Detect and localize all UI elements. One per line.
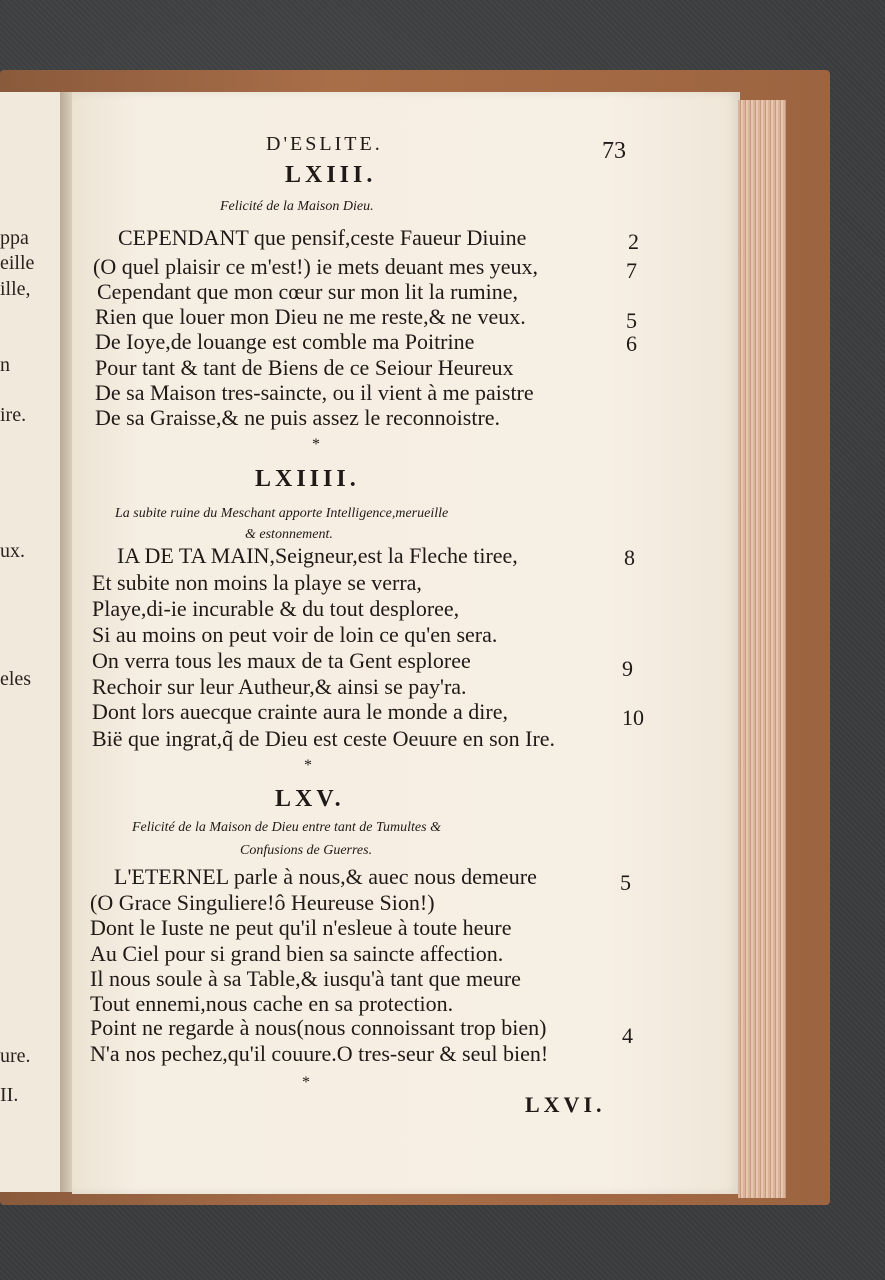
verse-line: IA DE TA MAIN,Seigneur,est la Fleche tiree, <box>117 543 518 568</box>
verse-line: Dont lors auecque crainte aura le monde a dire, <box>92 699 508 724</box>
page-edges <box>738 100 786 1198</box>
verse-line: Tout ennemi,nous cache en sa protection. <box>90 991 454 1016</box>
section-subtitle: Felicité de la Maison de Dieu entre tant de Tumultes & <box>132 820 441 835</box>
left-fragment: ille, <box>0 278 31 300</box>
section-subtitle: Confusions de Guerres. <box>240 843 373 858</box>
separator-asterisk: * <box>312 436 320 453</box>
separator-asterisk: * <box>302 1074 310 1091</box>
section-subtitle: La subite ruine du Meschant apporte Intelligence,merueille <box>115 506 449 521</box>
verse-number: 9 <box>622 656 633 681</box>
section-title: LXIII. <box>285 162 377 188</box>
verse-number: 5 <box>626 308 637 333</box>
left-fragment: ire. <box>0 404 27 426</box>
verse-number: 5 <box>620 870 631 895</box>
verse-line: Bië que ingrat,q̃ de Dieu est ceste Oeuure en son Ire. <box>92 726 556 751</box>
left-fragment: II. <box>0 1084 19 1106</box>
verse-line: De Ioye,de louange est comble ma Poitrine <box>95 329 475 354</box>
verse-line: Playe,di-ie incurable & du tout desploree, <box>92 596 460 621</box>
verse-line: De sa Maison tres-saincte, ou il vient à me paistre <box>95 380 534 405</box>
left-fragment: eles <box>0 668 32 690</box>
verse-line: De sa Graisse,& ne puis assez le reconnoistre. <box>95 405 501 430</box>
left-fragment: n <box>0 354 10 376</box>
left-page <box>0 92 64 1192</box>
verse-line: Point ne regarde à nous(nous connoissant trop bien) <box>90 1015 547 1040</box>
verse-line: Rechoir sur leur Autheur,& ainsi se pay'ra. <box>92 674 467 699</box>
verse-line: (O quel plaisir ce m'est!) ie mets deuant mes yeux, <box>93 254 539 279</box>
verse-line: Si au moins on peut voir de loin ce qu'en sera. <box>92 622 498 647</box>
running-title: D'ESLITE. <box>266 133 383 155</box>
verse-number: 10 <box>622 705 644 730</box>
verse-number: 2 <box>628 229 639 254</box>
section-subtitle: Felicité de la Maison Dieu. <box>220 199 374 214</box>
left-fragment: ppa <box>0 227 29 249</box>
verse-number: 4 <box>622 1023 633 1048</box>
verse-line: Dont le Iuste ne peut qu'il n'esleue à toute heure <box>90 915 512 940</box>
left-fragment: ux. <box>0 540 25 562</box>
left-fragment: ure. <box>0 1045 31 1067</box>
verse-line: Rien que louer mon Dieu ne me reste,& ne veux. <box>95 304 526 329</box>
verse-line: CEPENDANT que pensif,ceste Faueur Diuine <box>118 225 527 250</box>
verse-line: Cependant que mon cœur sur mon lit la rumine, <box>97 279 518 304</box>
verse-line: On verra tous les maux de ta Gent esploree <box>92 648 471 673</box>
verse-line: Et subite non moins la playe se verra, <box>92 570 422 595</box>
section-subtitle: & estonnement. <box>245 527 333 542</box>
section-title: LXIIII. <box>255 466 360 492</box>
section-title: LXV. <box>275 786 345 812</box>
separator-asterisk: * <box>304 757 312 774</box>
left-fragment: eille <box>0 252 35 274</box>
page-number: 73 <box>602 138 626 164</box>
verse-number: 6 <box>626 331 637 356</box>
verse-line: Il nous soule à sa Table,& iusqu'à tant que meure <box>90 966 521 991</box>
verse-number: 8 <box>624 545 635 570</box>
verse-line: Pour tant & tant de Biens de ce Seiour Heureux <box>95 355 514 380</box>
verse-line: Au Ciel pour si grand bien sa saincte affection. <box>90 941 504 966</box>
verse-line: L'ETERNEL parle à nous,& auec nous demeure <box>114 864 537 889</box>
verse-line: (O Grace Singuliere!ô Heureuse Sion!) <box>90 890 435 915</box>
catchword: LXVI. <box>525 1092 606 1117</box>
verse-number: 7 <box>626 258 637 283</box>
verse-line: N'a nos pechez,qu'il couure.O tres-seur & seul bien! <box>90 1041 549 1066</box>
